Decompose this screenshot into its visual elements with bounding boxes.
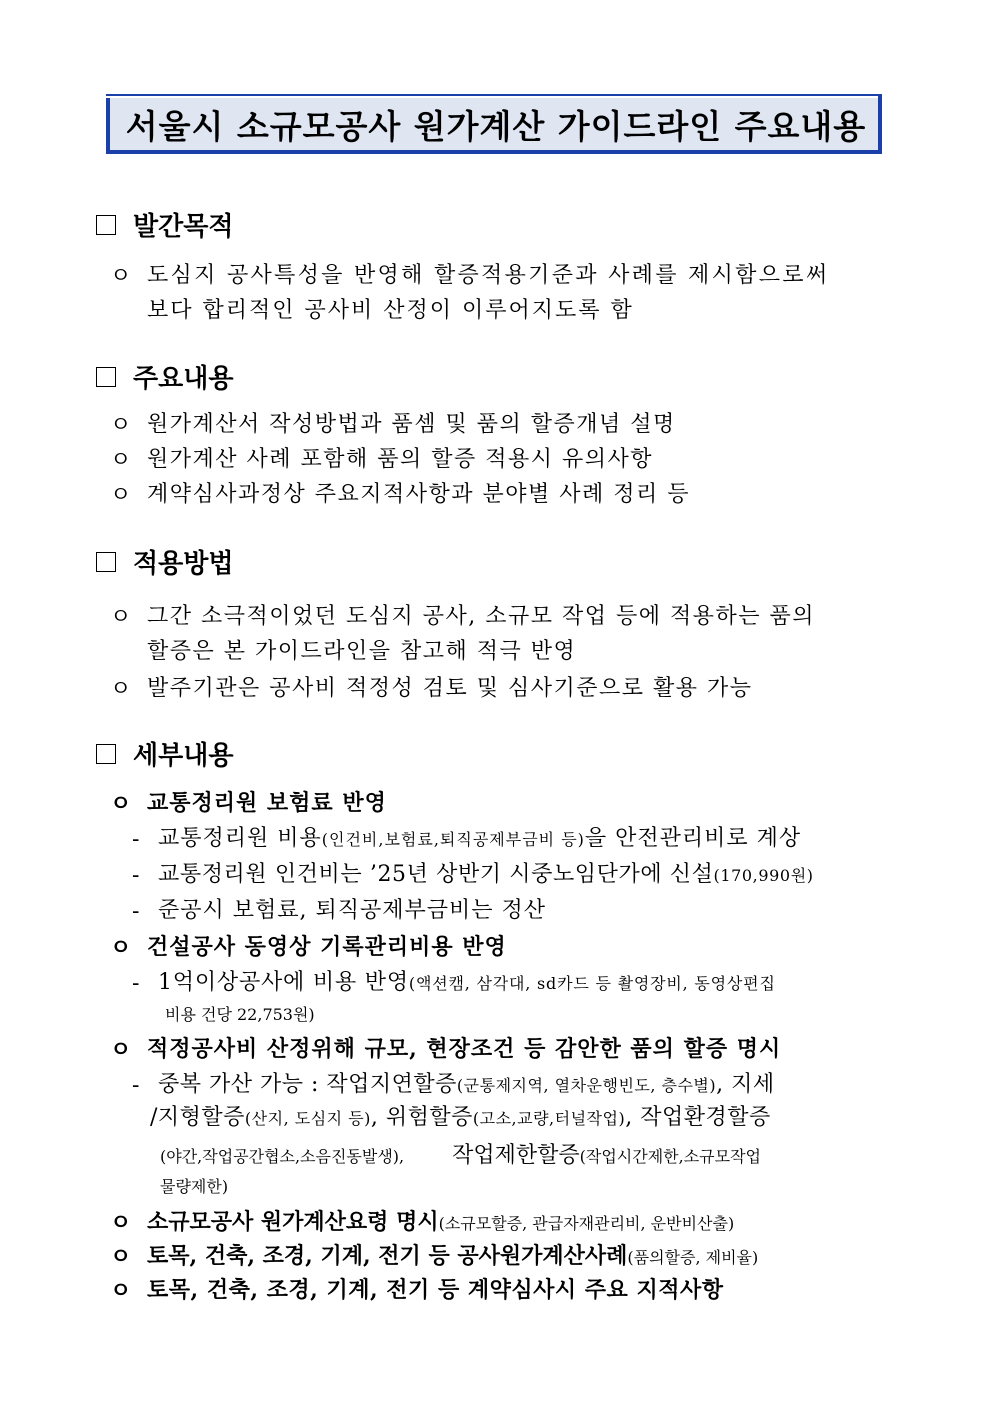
detail-heading-review-points: 토목, 건축, 조경, 기계, 전기 등 계약심사시 주요 지적사항 — [147, 1277, 724, 1303]
dash-icon: - — [132, 899, 140, 924]
detail-traffic-2: 교통정리원 인건비는 ’25년 상반기 시중노임단가에 신설(170,990원) — [158, 862, 814, 887]
bullet-icon: ㅇ — [110, 264, 132, 289]
content-item-2: 원가계산 사례 포함해 품의 할증 적용시 유의사항 — [147, 447, 654, 472]
detail-heading-cost-cases: 토목, 건축, 조경, 기계, 전기 등 공사원가계산사례(품의할증, 제비율) — [147, 1243, 759, 1269]
bullet-icon: ㅇ — [110, 935, 132, 961]
document-title: 서울시 소규모공사 원가계산 가이드라인 주요내용 — [125, 106, 867, 146]
section-main-content — [96, 358, 233, 395]
bullet-icon: ㅇ — [110, 677, 132, 702]
content-item-1: 원가계산서 작성방법과 품셈 및 품의 할증개념 설명 — [147, 412, 676, 437]
bullet-icon: ㅇ — [110, 1037, 132, 1063]
bullet-icon: ㅇ — [110, 448, 132, 473]
section-application — [96, 543, 233, 580]
dash-icon: - — [132, 971, 140, 996]
bullet-icon: ㅇ — [110, 483, 132, 508]
detail-surcharge-4: 물량제한) — [160, 1177, 229, 1196]
detail-heading-surcharge: 적정공사비 산정위해 규모, 현장조건 등 감안한 품의 할증 명시 — [147, 1036, 782, 1062]
section-heading: 적용방법 — [133, 549, 234, 579]
section-heading: 세부내용 — [133, 741, 234, 771]
application-line-1: 그간 소극적이었던 도심지 공사, 소규모 작업 등에 적용하는 품의 — [147, 604, 815, 629]
application-line-3: 발주기관은 공사비 적정성 검토 및 심사기준으로 활용 가능 — [147, 676, 753, 701]
section-purpose — [96, 206, 233, 243]
detail-traffic-1: 교통정리원 비용(인건비,보험료,퇴직공제부금비 등)을 안전관리비로 계상 — [158, 826, 802, 851]
detail-heading-traffic: 교통정리원 보험료 반영 — [147, 790, 387, 816]
document-title-box — [106, 98, 882, 154]
dash-icon: - — [132, 827, 140, 852]
checkbox-square-icon — [96, 215, 116, 235]
bullet-icon: ㅇ — [110, 605, 132, 630]
detail-heading-small-works: 소규모공사 원가계산요령 명시(소규모할증, 관급자재관리비, 운반비산출) — [147, 1209, 735, 1235]
detail-video-1: 1억이상공사에 비용 반영(액션캠, 삼각대, sd카드 등 촬영장비, 동영상편집 — [158, 970, 776, 995]
purpose-line-2: 보다 합리적인 공사비 산정이 이루어지도록 함 — [147, 298, 634, 323]
checkbox-square-icon — [96, 744, 116, 764]
checkbox-square-icon — [96, 367, 116, 387]
dash-icon: - — [132, 863, 140, 888]
detail-surcharge-1: 중복 가산 가능 : 작업지연할증(군통제지역, 열차운행빈도, 층수별), 지세 — [158, 1072, 775, 1097]
bullet-icon: ㅇ — [110, 791, 132, 817]
section-details — [96, 735, 233, 772]
detail-video-2: 비용 건당 22,753원) — [165, 1005, 315, 1024]
application-line-2: 할증은 본 가이드라인을 참고해 적극 반영 — [147, 639, 577, 664]
bullet-icon: ㅇ — [110, 1244, 132, 1270]
section-heading: 발간목적 — [133, 212, 234, 242]
checkbox-square-icon — [96, 552, 116, 572]
detail-surcharge-3: (야간,작업공간협소,소음진동발생), 작업제한할증(작업시간제한,소규모작업 — [160, 1143, 762, 1168]
bullet-icon: ㅇ — [110, 413, 132, 438]
dash-icon: - — [132, 1073, 140, 1098]
detail-surcharge-2: /지형할증(산지, 도심지 등), 위험할증(고소,교량,터널작업), 작업환경할증 — [150, 1105, 771, 1130]
detail-traffic-3: 준공시 보험료, 퇴직공제부금비는 정산 — [158, 898, 547, 923]
bullet-icon: ㅇ — [110, 1210, 132, 1236]
content-item-3: 계약심사과정상 주요지적사항과 분야별 사례 정리 등 — [147, 482, 691, 507]
section-heading: 주요내용 — [133, 364, 234, 394]
purpose-line-1: 도심지 공사특성을 반영해 할증적용기준과 사례를 제시함으로써 — [147, 263, 830, 288]
bullet-icon: ㅇ — [110, 1278, 132, 1304]
detail-heading-video: 건설공사 동영상 기록관리비용 반영 — [147, 934, 507, 960]
